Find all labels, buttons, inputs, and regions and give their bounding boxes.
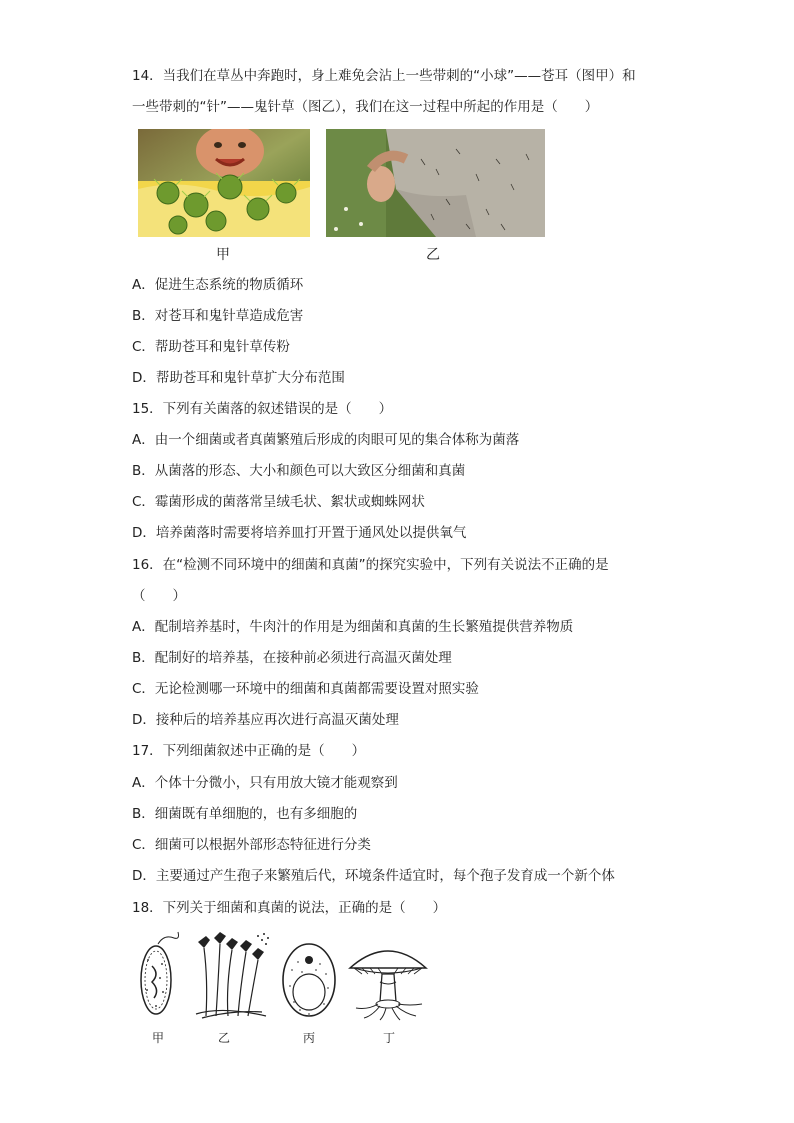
q17-stem: 17．下列细菌叙述中正确的是（ ）	[132, 743, 366, 759]
fig-caption-bing: 丙	[303, 1031, 316, 1045]
caption-jia: 甲	[216, 247, 230, 263]
q16-stem-line2: （ ）	[132, 588, 186, 604]
q14-option-d: D．帮助苍耳和鬼针草扩大分布范围	[132, 370, 345, 386]
fig-caption-ding: 丁	[383, 1031, 396, 1045]
q17-option-b: B．细菌既有单细胞的，也有多细胞的	[132, 806, 358, 822]
q16-option-c: C．无论检测哪一环境中的细菌和真菌都需要设置对照实验	[132, 681, 479, 697]
q14-option-b: B．对苍耳和鬼针草造成危害	[132, 308, 304, 324]
bacterium-drawing	[134, 930, 182, 1020]
q17-option-c: C．细菌可以根据外部形态特征进行分类	[132, 837, 371, 853]
q15-option-d: D．培养菌落时需要将培养皿打开置于通风处以提供氧气	[132, 525, 467, 541]
q14-stem-line1: 14．当我们在草丛中奔跑时，身上难免会沾上一些带刺的“小球”——苍耳（图甲）和	[132, 68, 636, 84]
q17-option-d: D．主要通过产生孢子来繁殖后代，环境条件适宜时，每个孢子发育成一个新个体	[132, 868, 615, 884]
bidens-photo	[326, 129, 545, 237]
q15-stem: 15．下列有关菌落的叙述错误的是（ ）	[132, 401, 393, 417]
q14-option-a: A．促进生态系统的物质循环	[132, 277, 304, 293]
q15-option-b: B．从菌落的形态、大小和颜色可以大致区分细菌和真菌	[132, 463, 466, 479]
burdock-photo	[138, 129, 310, 237]
q14-stem-line2: 一些带刺的“针”——鬼针草（图乙），我们在这一过程中所起的作用是（ ）	[132, 99, 599, 115]
q16-option-d: D．接种后的培养基应再次进行高温灭菌处理	[132, 712, 399, 728]
q16-option-b: B．配制好的培养基，在接种前必须进行高温灭菌处理	[132, 650, 452, 666]
q15-option-c: C．霉菌形成的菌落常呈绒毛状、絮状或蜘蛛网状	[132, 494, 425, 510]
mold-drawing	[192, 930, 270, 1020]
q15-option-a: A．由一个细菌或者真菌繁殖后形成的肉眼可见的集合体称为菌落	[132, 432, 520, 448]
fig-caption-yi: 乙	[218, 1031, 231, 1045]
fig-caption-jia: 甲	[152, 1031, 165, 1045]
q16-stem-line1: 16．在“检测不同环境中的细菌和真菌”的探究实验中，下列有关说法不正确的是	[132, 557, 609, 573]
q18-stem: 18．下列关于细菌和真菌的说法，正确的是（ ）	[132, 900, 447, 916]
mushroom-drawing	[348, 940, 428, 1022]
q17-option-a: A．个体十分微小，只有用放大镜才能观察到	[132, 775, 398, 791]
q16-option-a: A．配制培养基时，牛肉汁的作用是为细菌和真菌的生长繁殖提供营养物质	[132, 619, 574, 635]
q14-option-c: C．帮助苍耳和鬼针草传粉	[132, 339, 290, 355]
yeast-drawing	[280, 940, 338, 1020]
caption-yi: 乙	[426, 247, 440, 263]
